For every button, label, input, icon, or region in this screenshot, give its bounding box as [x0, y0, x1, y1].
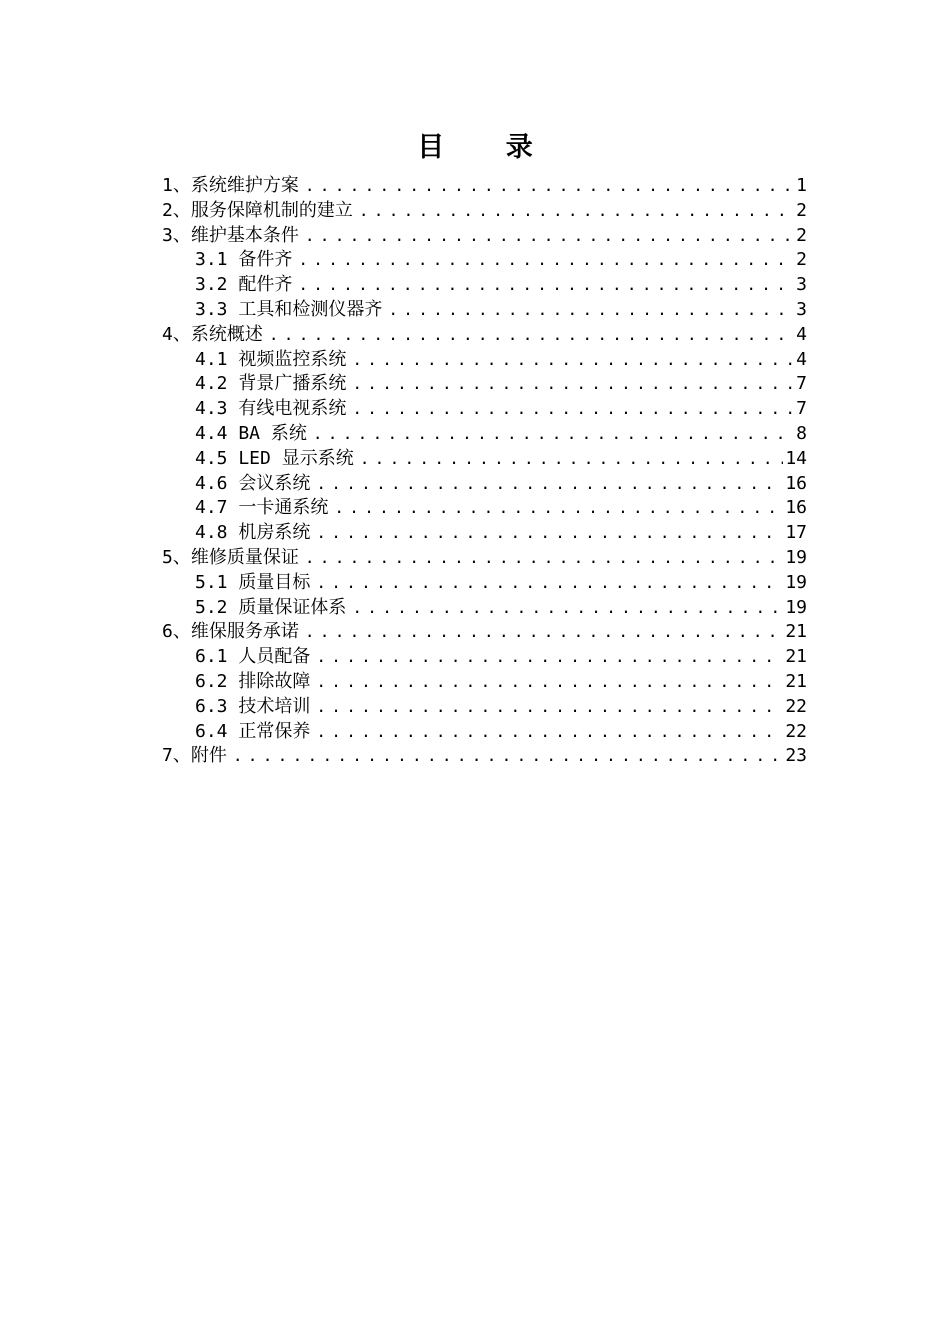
- toc-entry[interactable]: [162, 472, 807, 497]
- toc-entry-label: 4.8 机房系统: [195, 522, 311, 544]
- toc-entry[interactable]: [162, 372, 807, 397]
- toc-dot-leader: [388, 298, 794, 323]
- toc-entry[interactable]: [162, 298, 807, 323]
- toc-entry[interactable]: [162, 224, 807, 249]
- toc-page-number: 1: [796, 175, 807, 196]
- toc-entry-label: 5.2 质量保证体系: [195, 596, 347, 618]
- toc-dot-leader: [269, 323, 794, 348]
- toc-entry-label: 6.3 技术培训: [195, 695, 311, 717]
- toc-dot-leader: [352, 397, 794, 422]
- toc-entry-label: 3.1 备件齐: [195, 249, 293, 271]
- toc-dot-leader: [298, 273, 794, 298]
- toc-page-number: 22: [785, 695, 807, 717]
- toc-entry-label: 3、维护基本条件: [162, 224, 299, 246]
- toc-entry-label: 4.5 LED 显示系统: [195, 447, 354, 469]
- toc-entry[interactable]: [162, 273, 807, 298]
- toc-page-number: 22: [785, 720, 807, 742]
- toc-entry[interactable]: [162, 422, 807, 447]
- toc-entry-label: 4.4 BA 系统: [195, 422, 307, 444]
- table-of-contents: [162, 174, 807, 769]
- toc-entry[interactable]: [162, 744, 807, 769]
- toc-page-number: 21: [785, 670, 807, 692]
- toc-page-number: 17: [785, 522, 807, 544]
- toc-entry-label: 6.1 人员配备: [195, 646, 311, 668]
- toc-page-number: 19: [785, 571, 807, 593]
- toc-entry-label: 5、维修质量保证: [162, 546, 299, 568]
- toc-dot-leader: [305, 546, 783, 571]
- toc-entry-label: 4.1 视频监控系统: [195, 348, 347, 370]
- toc-entry[interactable]: [162, 496, 807, 521]
- toc-page-number: 16: [785, 497, 807, 519]
- toc-page-number: 21: [785, 621, 807, 643]
- toc-page-number: 19: [785, 596, 807, 618]
- toc-page-number: 4: [796, 348, 807, 370]
- toc-dot-leader: [316, 571, 783, 596]
- toc-entry-label: 4.3 有线电视系统: [195, 398, 347, 420]
- toc-page-number: 7: [796, 373, 807, 395]
- toc-entry[interactable]: [162, 323, 807, 348]
- toc-entry[interactable]: [162, 348, 807, 373]
- toc-entry-label: 1、系统维护方案: [162, 175, 299, 196]
- toc-dot-leader: [316, 695, 783, 720]
- toc-dot-leader: [316, 670, 783, 695]
- toc-entry-label: 6.2 排除故障: [195, 670, 311, 692]
- toc-dot-leader: [305, 620, 783, 645]
- toc-entry-label: 4、系统概述: [162, 323, 263, 345]
- toc-entry[interactable]: [162, 521, 807, 546]
- toc-entry[interactable]: [162, 397, 807, 422]
- toc-entry[interactable]: [162, 546, 807, 571]
- toc-dot-leader: [334, 496, 783, 521]
- toc-dot-leader: [316, 521, 783, 546]
- toc-entry[interactable]: [162, 447, 807, 472]
- toc-page-number: 19: [785, 546, 807, 568]
- toc-dot-leader: [359, 199, 794, 224]
- toc-entry-label: 4.6 会议系统: [195, 472, 311, 494]
- toc-page-number: 2: [796, 249, 807, 271]
- toc-entry[interactable]: [162, 620, 807, 645]
- toc-entry-label: 2、服务保障机制的建立: [162, 199, 353, 221]
- toc-entry-label: 3.2 配件齐: [195, 274, 293, 296]
- toc-dot-leader: [305, 224, 794, 249]
- toc-entry[interactable]: [162, 571, 807, 596]
- toc-dot-leader: [316, 645, 783, 670]
- toc-page-number: 23: [785, 745, 807, 767]
- toc-dot-leader: [352, 372, 794, 397]
- toc-entry-label: 4.7 一卡通系统: [195, 497, 329, 519]
- toc-page-number: 7: [796, 398, 807, 420]
- toc-entry-label: 4.2 背景广播系统: [195, 373, 347, 395]
- toc-page-number: 16: [785, 472, 807, 494]
- toc-dot-leader: [233, 744, 783, 769]
- toc-entry[interactable]: [162, 248, 807, 273]
- toc-page-number: 8: [796, 422, 807, 444]
- toc-page-number: 14: [785, 447, 807, 469]
- toc-dot-leader: [305, 174, 794, 199]
- toc-entry[interactable]: [162, 695, 807, 720]
- toc-entry[interactable]: [162, 645, 807, 670]
- toc-dot-leader: [352, 596, 783, 621]
- toc-entry-label: 6.4 正常保养: [195, 720, 311, 742]
- toc-page-number: 2: [796, 199, 807, 221]
- toc-dot-leader: [298, 248, 794, 273]
- toc-dot-leader: [360, 447, 784, 472]
- toc-page-number: 4: [796, 323, 807, 345]
- toc-dot-leader: [352, 348, 794, 373]
- toc-dot-leader: [313, 422, 794, 447]
- toc-dot-leader: [316, 720, 783, 745]
- toc-dot-leader: [316, 472, 783, 497]
- toc-entry[interactable]: [162, 199, 807, 224]
- toc-entry-label: 6、维保服务承诺: [162, 621, 299, 643]
- toc-entry-label: 5.1 质量目标: [195, 571, 311, 593]
- toc-entry-label: 3.3 工具和检测仪器齐: [195, 298, 383, 320]
- toc-page-number: 21: [785, 646, 807, 668]
- toc-page-number: 2: [796, 224, 807, 246]
- toc-entry[interactable]: [162, 720, 807, 745]
- toc-entry-label: 7、附件: [162, 745, 227, 767]
- toc-title: 目 录: [417, 132, 559, 163]
- toc-entry[interactable]: [162, 670, 807, 695]
- toc-page-number: 3: [796, 274, 807, 296]
- toc-entry[interactable]: [162, 174, 807, 199]
- toc-page-number: 3: [796, 298, 807, 320]
- toc-entry[interactable]: [162, 596, 807, 621]
